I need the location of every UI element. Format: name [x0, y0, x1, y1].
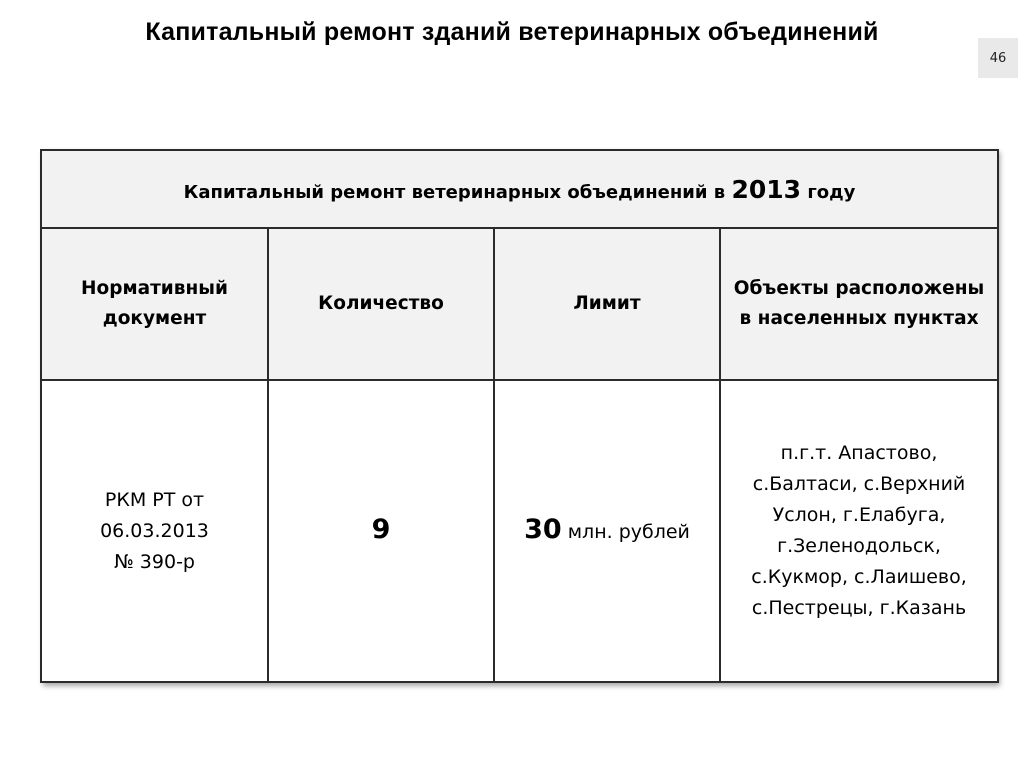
count-value: 9: [371, 514, 391, 545]
slide-title: Капитальный ремонт зданий ветеринарных объединений: [145, 18, 879, 46]
header-limit: Лимит: [494, 228, 720, 380]
cell-limit: [494, 380, 720, 682]
document-line: № 390-р: [114, 550, 195, 573]
header-document: Нормативный документ: [41, 228, 268, 380]
header-locations: Объекты расположены в населенных пунктах: [720, 228, 998, 380]
page-number: 46: [978, 38, 1018, 78]
caption-year: 2013: [731, 174, 802, 204]
limit-unit: млн. рублей: [567, 521, 690, 543]
caption-prefix: Капитальный ремонт ветеринарных объединений в: [183, 181, 726, 203]
limit-value: 30: [524, 514, 562, 545]
table-caption: [41, 150, 998, 228]
cell-count: [268, 380, 494, 682]
header-count: Количество: [268, 228, 494, 380]
document-line: 06.03.2013: [100, 519, 209, 542]
caption-suffix: году: [807, 181, 856, 203]
cell-document: [41, 380, 268, 682]
cell-locations: п.г.т. Апастово, с.Балтаси, с.Верхний Услон, г.Елабуга, г.Зеленодольск, с.Кукмор, с.Лаишево, с.Пестрецы, г.Казань: [720, 380, 998, 682]
repair-table: [40, 149, 997, 683]
document-line: РКМ РТ от: [104, 488, 205, 511]
table-row: [41, 380, 998, 682]
